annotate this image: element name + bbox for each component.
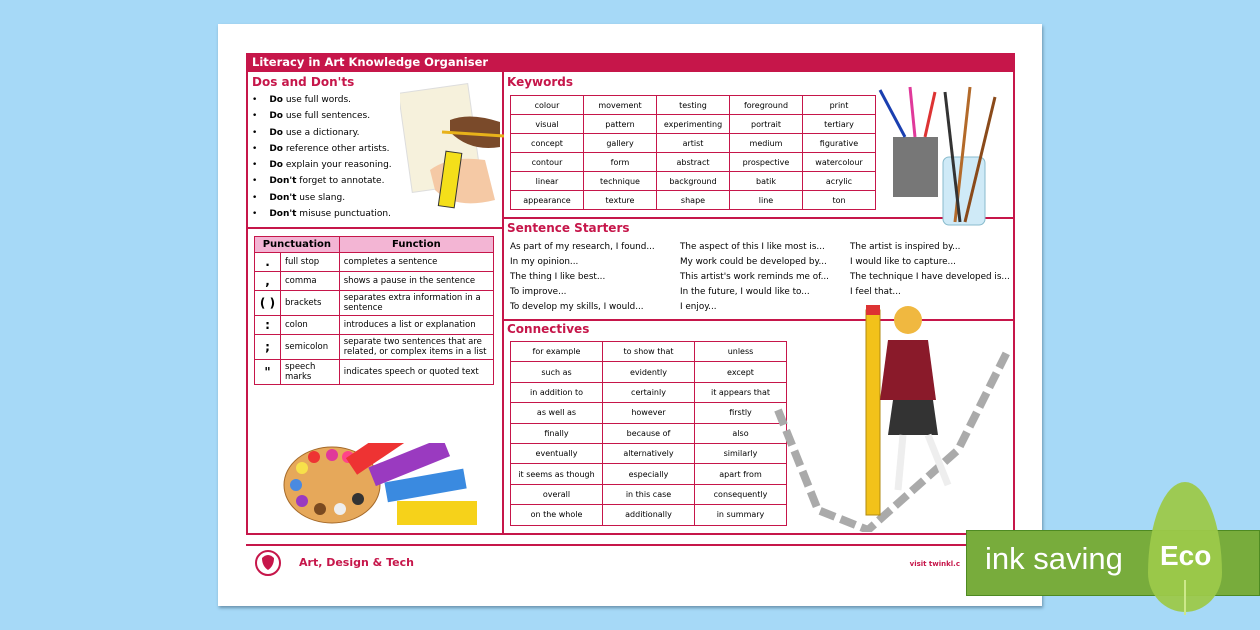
dos-item [252,108,392,124]
dos-keyword: Do [269,127,283,138]
keyword-cell: contour [511,153,584,172]
connective-cell: except [695,362,787,382]
keyword-cell: texture [584,191,657,210]
table-row [511,403,787,423]
keyword-cell: form [584,153,657,172]
eco-badge: Eco [1160,540,1212,571]
divider [246,227,503,229]
table-row [511,484,787,504]
dos-item [252,173,392,189]
keywords-heading: Keywords [507,75,574,89]
keyword-cell: linear [511,172,584,191]
girl-with-pencil-illustration [768,300,1013,532]
sentence-starter: The thing I like best... [510,272,606,282]
connective-cell: especially [603,464,695,484]
table-row [511,172,876,191]
column-header: Punctuation [255,237,340,253]
sentence-starter: The artist is inspired by... [850,242,961,252]
connective-cell: it seems as though [511,464,603,484]
keyword-cell: testing [657,96,730,115]
connective-cell: because of [603,423,695,443]
punctuation-symbol: . [255,253,281,272]
punctuation-symbol: ( ) [255,291,281,316]
table-row [511,443,787,463]
hand-drawing-illustration [400,80,505,225]
punctuation-symbol: , [255,272,281,291]
connective-cell: however [603,403,695,423]
keyword-cell: tertiary [803,115,876,134]
connective-cell: in this case [603,484,695,504]
dos-text: reference other artists. [282,143,390,154]
connective-cell: apart from [695,464,787,484]
dos-keyword: Don't [269,209,297,220]
keyword-cell: figurative [803,134,876,153]
keyword-cell: movement [584,96,657,115]
visit-link[interactable]: visit twinkl.c [909,560,960,568]
keyword-cell: print [803,96,876,115]
keyword-cell: watercolour [803,153,876,172]
brushes-in-jars-illustration [875,82,1005,227]
sentence-starter: The aspect of this I like most is... [680,242,825,252]
connective-cell: firstly [695,403,787,423]
table-row [255,316,494,335]
connective-cell: overall [511,484,603,504]
connective-cell: in summary [695,505,787,525]
keyword-cell: background [657,172,730,191]
punctuation-symbol: : [255,316,281,335]
connectives-table [510,341,787,526]
table-row [255,291,494,316]
connective-cell: consequently [695,484,787,504]
keyword-cell: line [730,191,803,210]
table-row [511,153,876,172]
keyword-cell: prospective [730,153,803,172]
connective-cell: in addition to [511,382,603,402]
sentence-starter: The technique I have developed is... [850,272,1010,282]
dos-text: use a dictionary. [282,127,360,138]
punctuation-name: semicolon [281,335,340,360]
sentence-starter: My work could be developed by... [680,257,827,267]
sentence-starters-heading: Sentence Starters [507,221,630,235]
keyword-cell: portrait [730,115,803,134]
connective-cell: evidently [603,362,695,382]
dos-item [252,92,392,108]
sentence-starter: I enjoy... [680,302,717,312]
dos-text: use full sentences. [282,111,371,122]
table-row [255,272,494,291]
table-row [511,464,787,484]
dos-text: explain your reasoning. [282,160,392,171]
connective-cell: finally [511,423,603,443]
punctuation-function: separates extra information in a sentence [339,291,493,316]
keyword-cell: experimenting [657,115,730,134]
sentence-starter: In the future, I would like to... [680,287,810,297]
dos-heading: Dos and Don'ts [252,75,355,89]
table-row [511,134,876,153]
punctuation-function: indicates speech or quoted text [339,360,493,385]
table-row [255,253,494,272]
table-row [255,335,494,360]
keyword-cell: shape [657,191,730,210]
punctuation-table [254,236,494,385]
keywords-table [510,95,876,210]
connectives-heading: Connectives [507,322,590,336]
table-row [511,191,876,210]
table-row [511,423,787,443]
punctuation-name: brackets [281,291,340,316]
keyword-cell: technique [584,172,657,191]
dos-keyword: Do [269,111,283,122]
sentence-starter: I feel that... [850,287,901,297]
subject-label: Art, Design & Tech [299,556,414,569]
keyword-cell: medium [730,134,803,153]
punctuation-symbol: ; [255,335,281,360]
palette-and-swatches-illustration [282,443,482,528]
sentence-starter: This artist's work reminds me of... [680,272,829,282]
dos-item [252,157,392,173]
connective-cell: alternatively [603,443,695,463]
footer-divider [246,544,1015,546]
dos-item [252,141,392,157]
keyword-cell: abstract [657,153,730,172]
keyword-cell: pattern [584,115,657,134]
art-design-tech-logo-icon [246,548,292,578]
keyword-cell: foreground [730,96,803,115]
punctuation-function: introduces a list or explanation [339,316,493,335]
dos-item [252,190,392,206]
dos-keyword: Do [269,160,283,171]
connective-cell: also [695,423,787,443]
dos-item [252,125,392,141]
ink-saving-label: ink saving [985,541,1123,576]
sentence-starter: As part of my research, I found... [510,242,655,252]
keyword-cell: artist [657,134,730,153]
sentence-starter: To improve... [510,287,567,297]
dos-item [252,206,392,222]
connective-cell: to show that [603,342,695,362]
punctuation-symbol: " [255,360,281,385]
connective-cell: similarly [695,443,787,463]
table-row [511,342,787,362]
connective-cell: such as [511,362,603,382]
leaf-stem [1184,580,1186,615]
table-row [511,362,787,382]
table-row [511,115,876,134]
table-row [255,360,494,385]
punctuation-name: comma [281,272,340,291]
dos-text: use slang. [296,192,346,203]
table-row [511,382,787,402]
sentence-starters-column [850,240,1010,300]
connective-cell: it appears that [695,382,787,402]
punctuation-function: separate two sentences that are related, or complex items in a list [339,335,493,360]
keyword-cell: ton [803,191,876,210]
keyword-cell: colour [511,96,584,115]
connective-cell: additionally [603,505,695,525]
dos-keyword: Do [269,143,283,154]
keyword-cell: batik [730,172,803,191]
keyword-cell: appearance [511,191,584,210]
dos-keyword: Don't [269,192,297,203]
column-header: Function [339,237,493,253]
connective-cell: on the whole [511,505,603,525]
keyword-cell: concept [511,134,584,153]
dos-keyword: Do [269,95,283,105]
sentence-starters-column [510,240,655,315]
punctuation-function: shows a pause in the sentence [339,272,493,291]
sentence-starter: To develop my skills, I would... [510,302,644,312]
table-row [511,96,876,115]
punctuation-name: speech marks [281,360,340,385]
dos-keyword: Don't [269,176,297,187]
connective-cell: unless [695,342,787,362]
dos-text: forget to annotate. [296,176,385,187]
connective-cell: for example [511,342,603,362]
connective-cell: eventually [511,443,603,463]
dos-list [252,92,392,222]
dos-text: use full words. [282,95,352,105]
punctuation-name: colon [281,316,340,335]
sentence-starter: I would like to capture... [850,257,956,267]
table-row [511,505,787,525]
page-title: Literacy in Art Knowledge Organiser [246,53,1015,72]
keyword-cell: gallery [584,134,657,153]
keyword-cell: acrylic [803,172,876,191]
punctuation-name: full stop [281,253,340,272]
connective-cell: certainly [603,382,695,402]
connective-cell: as well as [511,403,603,423]
keyword-cell: visual [511,115,584,134]
sentence-starter: In my opinion... [510,257,579,267]
punctuation-function: completes a sentence [339,253,493,272]
dos-text: misuse punctuation. [296,209,391,220]
